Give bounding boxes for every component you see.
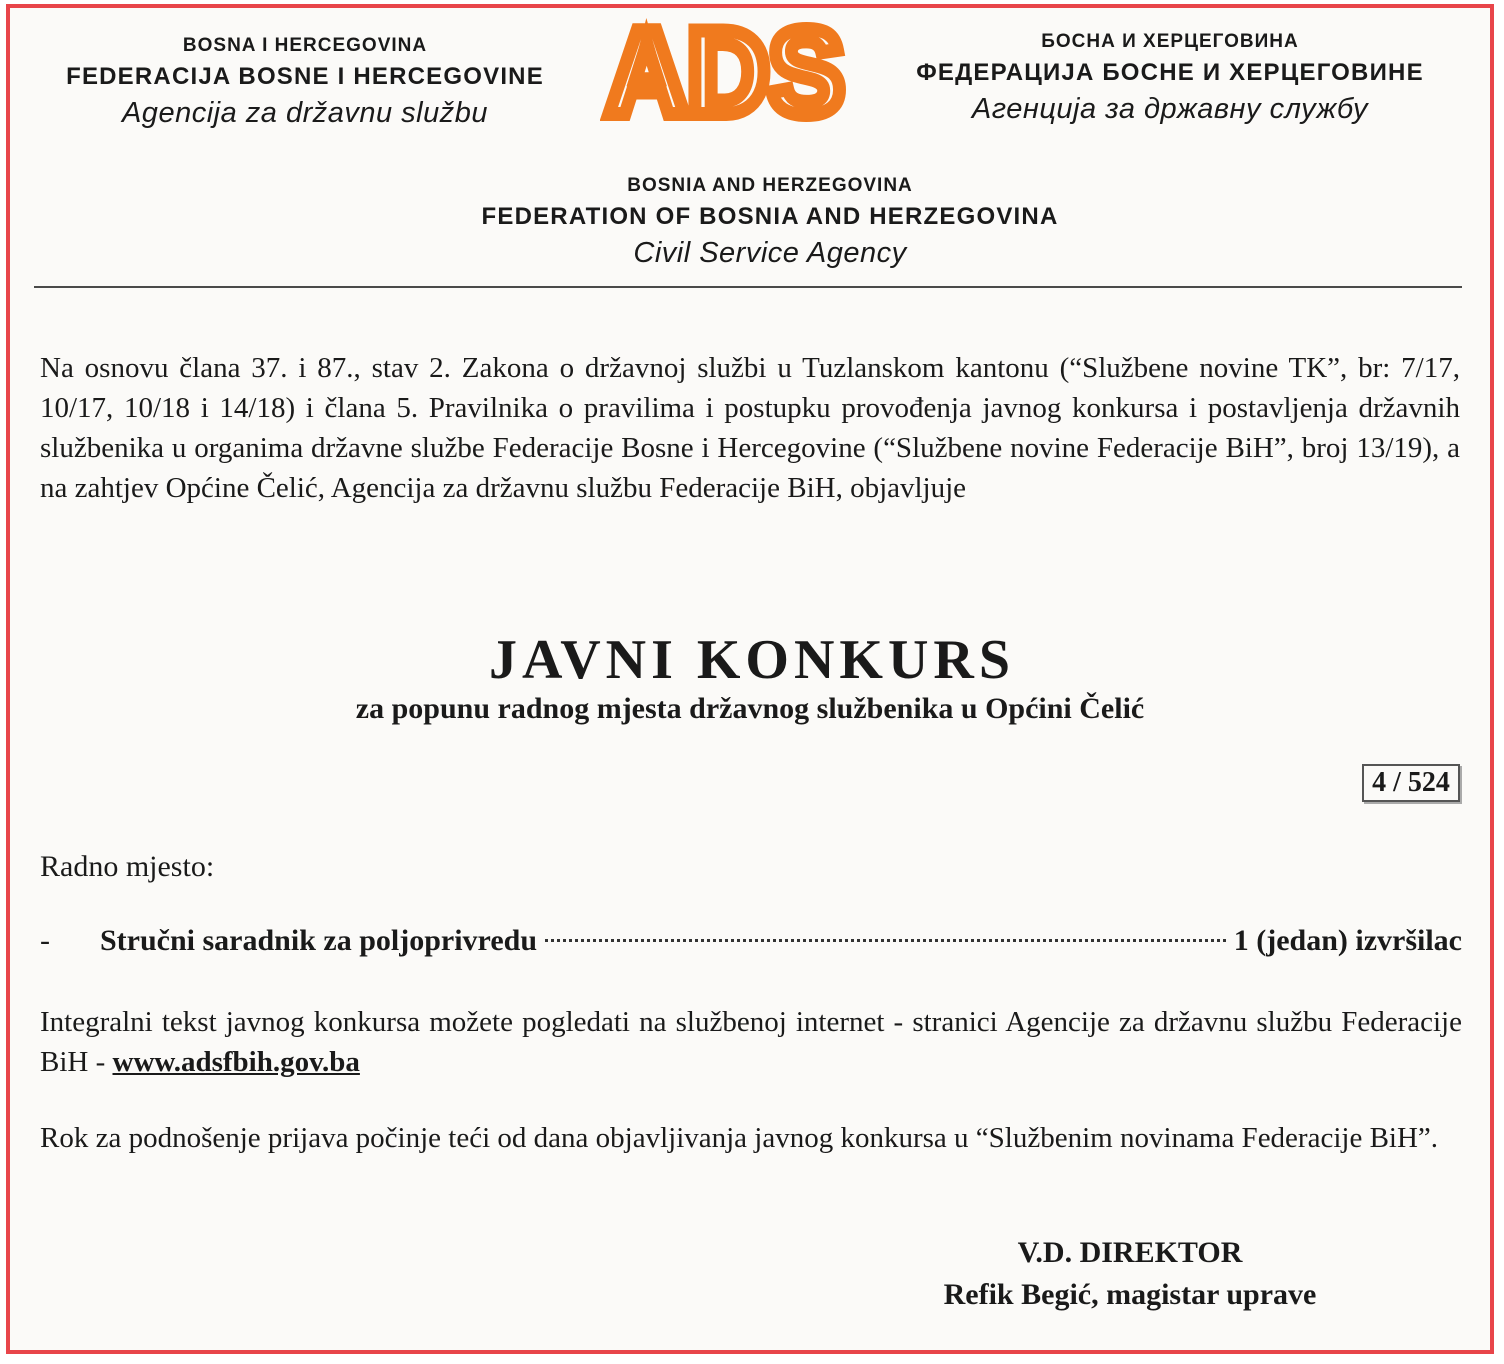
reference-number: 4 / 524 (1362, 764, 1460, 802)
header-left (30, 32, 580, 132)
header-center (420, 172, 1120, 272)
header-center-federation: FEDERATION OF BOSNIA AND HERZEGOVINA (481, 203, 1059, 230)
position-row (40, 924, 1462, 964)
header-right (880, 28, 1460, 128)
header-right-federation: ФЕДЕРАЦИЈА БОСНЕ И ХЕРЦЕГОВИНЕ (916, 59, 1424, 86)
svg-text:ADS: ADS (606, 14, 844, 126)
header-divider (34, 286, 1462, 288)
position-count: 1 (jedan) izvršilac (1233, 924, 1462, 957)
header-center-agency: Civil Service Agency (633, 237, 907, 269)
agency-website-link[interactable]: www.adsfbih.gov.ba (112, 1046, 360, 1078)
header-left-country: BOSNA I HERCEGOVINA (182, 35, 428, 56)
header-right-agency: Агенција за државну службу (971, 93, 1369, 125)
header-center-country: BOSNIA AND HERZEGOVINA (627, 175, 913, 196)
document-title: JAVNI KONKURS (488, 629, 1016, 691)
dot-leader (545, 939, 1226, 942)
signature-block (900, 1232, 1360, 1316)
deadline-paragraph: Rok za podnošenje prijava počinje teći od dana objavljivanja javnog konkursa u “Službenim novinama Federacije BiH”. (40, 1122, 1439, 1154)
header-left-federation: FEDERACIJA BOSNE I HERCEGOVINE (66, 63, 544, 90)
header-left-agency: Agencija za državnu službu (121, 97, 489, 129)
document-subtitle: za popunu radnog mjesta državnog službenika u Općini Čelić (355, 692, 1145, 725)
ads-logo (600, 14, 850, 126)
position-label: Radno mjesto: (40, 850, 215, 883)
position-name: Stručni saradnik za poljoprivredu (100, 924, 538, 957)
header-right-country: БОСНА И ХЕРЦЕГОВИНА (1041, 31, 1299, 52)
list-dash: - (40, 924, 50, 957)
signature-name: Refik Begić, magistar uprave (943, 1278, 1317, 1311)
intro-paragraph: Na osnovu člana 37. i 87., stav 2. Zakona o državnoj službi u Tuzlanskom kantonu (“Službene novine TK”, br: 7/17, 10/17, 10/18 i 14/18) i člana 5. Pravilnika o pravilima i postupku provođenja javnog konkursa i postavljenja državnih službenika u organima državne službe Federacije Bosne i Hercegovine (“Službene novine Federacije BiH”, broj 13/19), a na zahtjev Općine Čelić, Agencija za državnu službu Federacije BiH, objavljuje (40, 352, 1460, 504)
info-paragraph (40, 1002, 1462, 1082)
info-text: Integralni tekst javnog konkursa možete pogledati na službenoj internet - stranici Agencije za državnu službu Federacije BiH - (40, 1006, 1462, 1078)
signature-title: V.D. DIREKTOR (1017, 1236, 1243, 1269)
